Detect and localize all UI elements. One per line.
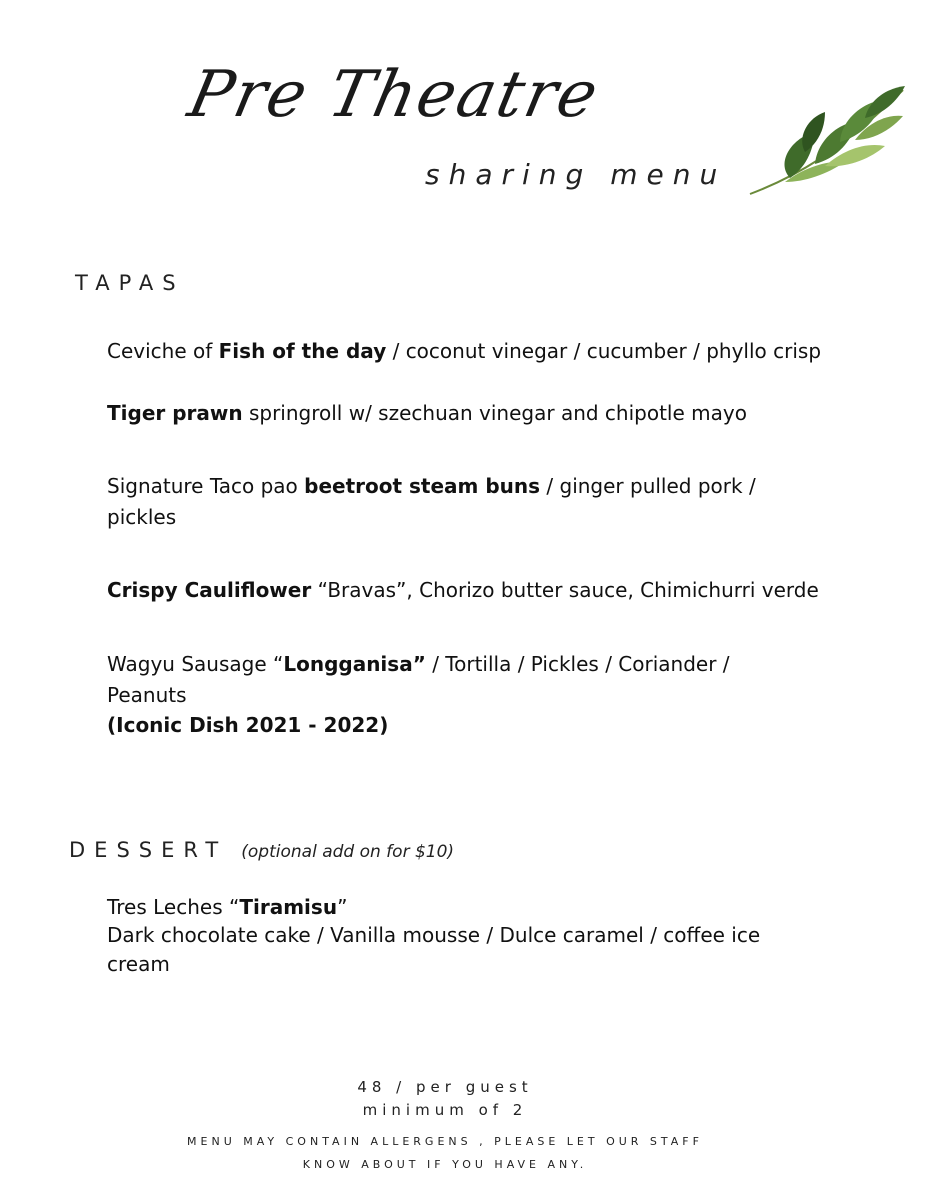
tapas-item-taco-pao: Signature Taco pao beetroot steam buns / ginger pulled pork / pickles [107, 474, 756, 529]
dessert-item-tiramisu: Tres Leches “Tiramisu” [107, 895, 348, 919]
tapas-item-cauliflower: Crispy Cauliflower “Bravas”, Chorizo butter sauce, Chimichurri verde [107, 578, 819, 602]
iconic-dish-label: (Iconic Dish 2021 - 2022) [107, 713, 389, 737]
menu-subtitle: sharing menu [425, 158, 727, 191]
dessert-heading: DESSERT (optional add on for $10) [69, 838, 455, 862]
minimum-guests: minimum of 2 [362, 1101, 528, 1119]
leaf-branch-icon [745, 82, 910, 207]
tapas-item-tiger-prawn: Tiger prawn springroll w/ szechuan vinegar and chipotle mayo [107, 401, 747, 425]
tapas-heading: TAPAS [75, 271, 185, 295]
tapas-item-ceviche: Ceviche of Fish of the day / coconut vinegar / cucumber / phyllo crisp [107, 339, 822, 363]
allergen-note-line-2: KNOW ABOUT IF YOU HAVE ANY. [302, 1158, 588, 1171]
dessert-item-description: Dark chocolate cake / Vanilla mousse / Dulce caramel / coffee ice cream [107, 923, 761, 976]
dessert-price-note: (optional add on for $10) [241, 842, 455, 862]
allergen-note-line-1: MENU MAY CONTAIN ALLERGENS , PLEASE LET OUR STAFF [187, 1135, 703, 1148]
tapas-item-wagyu-sausage: Wagyu Sausage “Longganisa” / Tortilla / Pickles / Coriander / Peanuts [107, 652, 730, 707]
price-per-guest: 48 / per guest [357, 1078, 533, 1096]
menu-title: Pre Theatre [182, 58, 606, 132]
